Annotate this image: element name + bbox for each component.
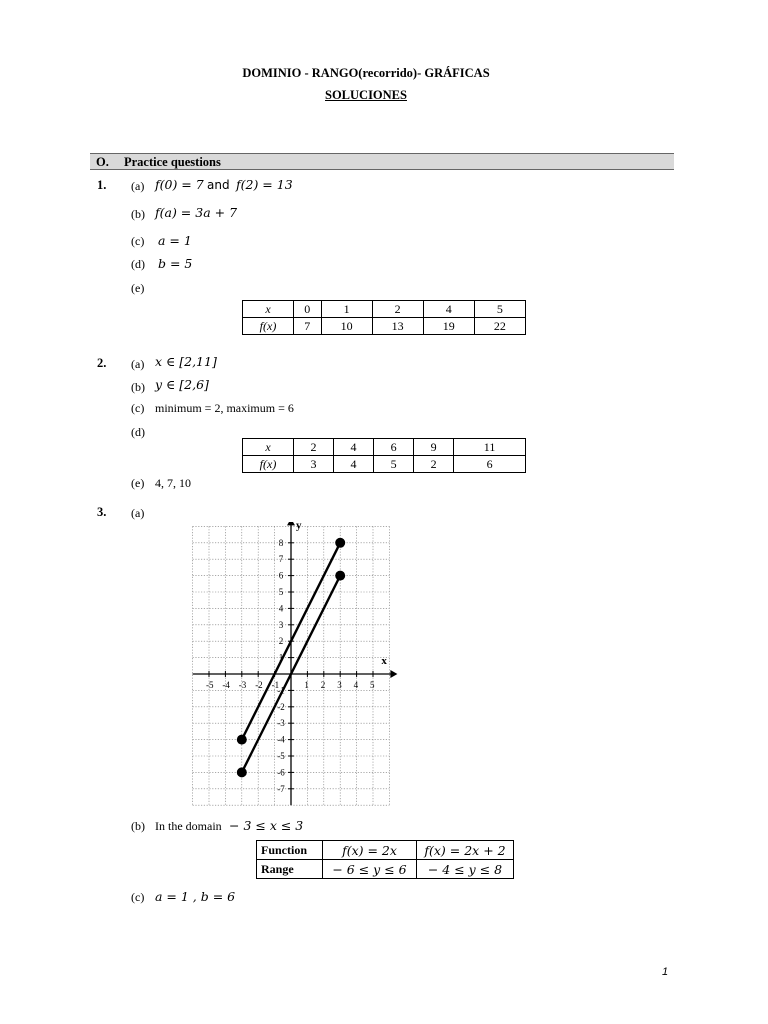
q2-part-c-text: minimum = 2, maximum = 6 — [155, 401, 294, 415]
table-cell: f(x) — [243, 318, 294, 335]
table-row — [243, 301, 526, 318]
table-row — [243, 318, 526, 335]
y-tick-label: -3 — [277, 718, 285, 729]
q1-part-d-text: b = 5 — [158, 256, 193, 271]
question-1-number: 1. — [97, 178, 107, 192]
y-tick-label: -7 — [277, 783, 285, 794]
data-point — [237, 767, 247, 777]
x-axis-arrow — [390, 670, 397, 678]
table-cell: f(x) = 2x + 2 — [417, 841, 514, 860]
q3-part-a-label: (a) — [131, 506, 145, 520]
table-row — [243, 439, 526, 456]
table-cell: f(x) — [243, 456, 294, 473]
x-tick-label: 5 — [370, 680, 375, 690]
y-tick-label: -4 — [277, 734, 285, 745]
q2-part-d-label: (d) — [131, 425, 145, 439]
table-cell: 2 — [414, 456, 454, 473]
table-cell: x — [243, 301, 294, 318]
table-cell: 5 — [474, 301, 525, 318]
question-3-number: 3. — [97, 505, 107, 519]
section-letter: O. — [96, 155, 109, 169]
table-cell: 22 — [474, 318, 525, 335]
q1-part-c-label: (c) — [131, 234, 145, 248]
x-axis-label: x — [381, 655, 387, 667]
table-cell: 4 — [334, 456, 374, 473]
q1-part-b-label: (b) — [131, 207, 145, 221]
table-cell: Range — [257, 860, 323, 879]
table-row — [257, 841, 514, 860]
y-tick-label: 4 — [278, 603, 284, 614]
q2-part-c-label: (c) — [131, 401, 145, 415]
page-subtitle: SOLUCIONES — [325, 88, 407, 102]
table-cell: 6 — [454, 456, 526, 473]
q2-part-e-label: (e) — [131, 476, 145, 490]
x-tick-label: -5 — [206, 680, 214, 690]
table-cell: 2 — [372, 301, 423, 318]
data-point — [335, 571, 345, 581]
y-tick-label: 6 — [278, 570, 284, 581]
y-tick-label: -1 — [277, 685, 285, 696]
table-cell: 0 — [294, 301, 322, 318]
q1-part-c-text: a = 1 — [158, 233, 192, 248]
table-cell: − 4 ≤ y ≤ 8 — [417, 860, 514, 879]
y-tick-label: -5 — [277, 751, 285, 761]
y-tick-label: 5 — [278, 587, 284, 597]
table-cell: 19 — [423, 318, 474, 335]
data-point — [237, 735, 247, 745]
y-tick-label: 3 — [278, 619, 284, 630]
y-tick-label: 7 — [278, 554, 284, 565]
x-tick-label: 1 — [304, 680, 309, 690]
x-tick-label: 2 — [320, 680, 326, 690]
table-cell: Function — [257, 841, 323, 860]
page-title: DOMINIO - RANGO(recorrido)- GRÁFICAS — [242, 66, 490, 80]
x-tick-label: -1 — [271, 680, 280, 690]
table-cell: 6 — [374, 439, 414, 456]
q1-part-e-label: (e) — [131, 281, 145, 295]
table-row — [243, 456, 526, 473]
tick-labels — [206, 522, 387, 794]
section-header — [90, 153, 674, 170]
table-cell: 7 — [294, 318, 322, 335]
question-2-number: 2. — [97, 356, 107, 370]
q1-part-a-and: and — [207, 178, 230, 192]
data-point — [335, 538, 345, 548]
q2-part-b-label: (b) — [131, 380, 145, 394]
q3-range-table — [256, 840, 514, 879]
table-row — [257, 860, 514, 879]
table-cell: 4 — [334, 439, 374, 456]
function-graph — [175, 522, 410, 807]
table-cell: x — [243, 439, 294, 456]
q3-part-b-text: In the domain — [155, 819, 222, 833]
y-axis-arrow — [287, 522, 295, 525]
q1-part-d-label: (d) — [131, 257, 145, 271]
q2-values-table — [242, 438, 526, 473]
table-cell: 1 — [321, 301, 372, 318]
y-axis-label: y — [296, 522, 302, 532]
q3-part-b-domain: − 3 ≤ x ≤ 3 — [229, 818, 304, 833]
y-tick-label: 1 — [278, 652, 284, 663]
q2-part-a-text: x ∈ [2,11] — [155, 354, 217, 369]
table-cell: 4 — [423, 301, 474, 318]
table-cell: f(x) = 2x — [323, 841, 417, 860]
page-number: 1 — [662, 966, 669, 978]
table-cell: − 6 ≤ y ≤ 6 — [323, 860, 417, 879]
q2-part-b-text: y ∈ [2,6] — [155, 377, 209, 392]
q3-part-c-label: (c) — [131, 890, 145, 904]
q1-part-a-label: (a) — [131, 179, 145, 193]
y-tick-label: -6 — [277, 767, 285, 778]
y-tick-label: -2 — [277, 701, 285, 712]
x-tick-label: -4 — [222, 680, 230, 690]
q3-part-b-label: (b) — [131, 819, 145, 833]
table-cell: 3 — [294, 456, 334, 473]
section-title: Practice questions — [124, 155, 221, 169]
table-cell: 13 — [372, 318, 423, 335]
y-tick-label: 8 — [278, 537, 284, 548]
table-cell: 2 — [294, 439, 334, 456]
q3-part-c-text: a = 1 , b = 6 — [155, 889, 236, 904]
y-tick-label: 2 — [278, 636, 284, 647]
table-cell: 10 — [321, 318, 372, 335]
q1-part-a-f2: f(2) = 13 — [236, 177, 293, 192]
table-cell: 9 — [414, 439, 454, 456]
table-cell: 5 — [374, 456, 414, 473]
q1-part-a-f0: f(0) = 7 — [155, 177, 204, 192]
x-tick-label: -3 — [238, 680, 247, 690]
table-cell: 11 — [454, 439, 526, 456]
q1-values-table — [242, 300, 526, 335]
x-tick-label: -2 — [255, 680, 263, 690]
q2-part-a-label: (a) — [131, 357, 145, 371]
q1-part-b-text: f(a) = 3a + 7 — [155, 205, 238, 220]
x-tick-label: 4 — [353, 680, 359, 690]
q2-part-e-text: 4, 7, 10 — [155, 476, 191, 490]
x-tick-label: 3 — [337, 680, 342, 690]
